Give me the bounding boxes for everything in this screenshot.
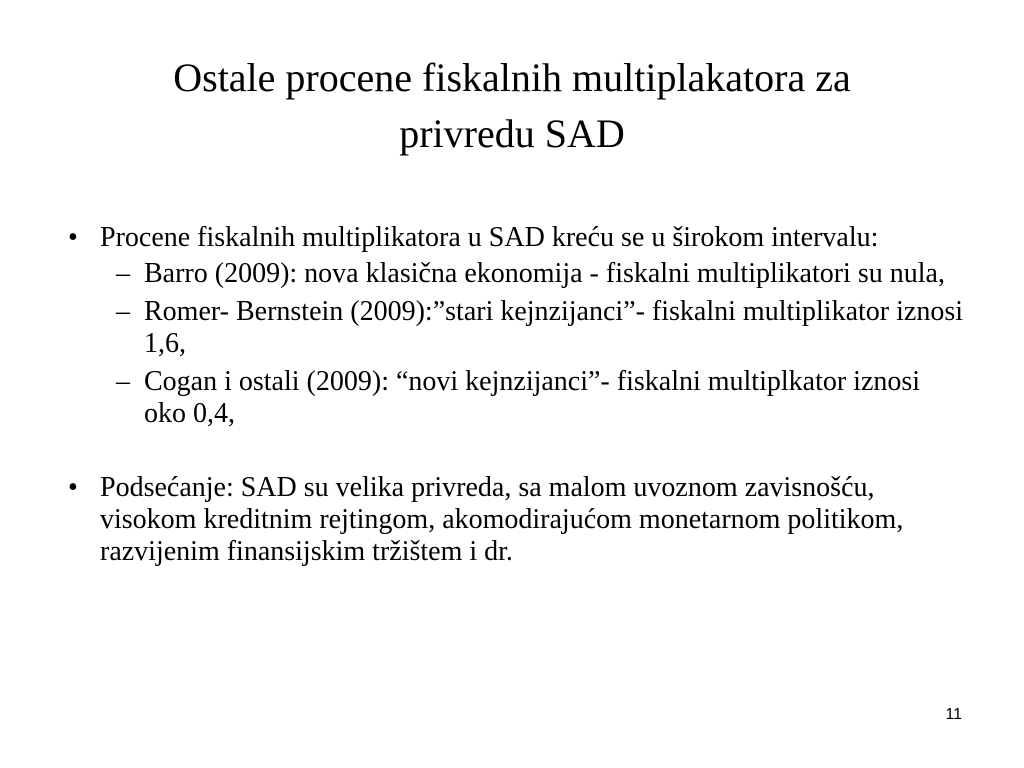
bullet-text-1: Procene fiskalnih multiplikatora u SAD kreću se u širokom intervalu:: [100, 222, 879, 253]
sub-item-text-3: Cogan i ostali (2009): “novi kejnzijanci”- fiskalni multiplkator iznosi oko 0,4,: [144, 366, 921, 429]
bullet-item-2: [68, 472, 968, 568]
sub-item-2: [100, 296, 968, 360]
slide-content: [68, 222, 968, 568]
sub-item-text-1: Barro (2009): nova klasična ekonomija - fiskalni multiplikatori su nula,: [144, 258, 945, 289]
sub-list: [100, 258, 968, 430]
sub-marker: –: [116, 296, 130, 327]
bullet-item-1: [68, 222, 968, 430]
sub-marker: –: [116, 366, 130, 397]
slide-title-line-1: Ostale procene fiskalnih multiplakatora za: [173, 55, 851, 100]
sub-item-1: [100, 258, 968, 290]
bullet-marker: •: [68, 472, 78, 503]
sub-item-text-2: Romer- Bernstein (2009):”stari kejnzijanci”- fiskalni multiplikator iznosi 1,6,: [144, 296, 963, 359]
slide-title-line-2: privredu SAD: [399, 111, 625, 156]
slide-title: [60, 50, 964, 162]
bullet-marker: •: [68, 222, 78, 253]
page-number: 11: [945, 706, 962, 723]
sub-item-3: [100, 366, 968, 430]
sub-marker: –: [116, 258, 130, 289]
bullet-text-2: Podsećanje: SAD su velika privreda, sa malom uvoznom zavisnošću, visokom kreditnim rejtingom, akomodirajućom monetarnom politikom, razvijenim finansijskim tržištem i dr.: [100, 472, 904, 567]
